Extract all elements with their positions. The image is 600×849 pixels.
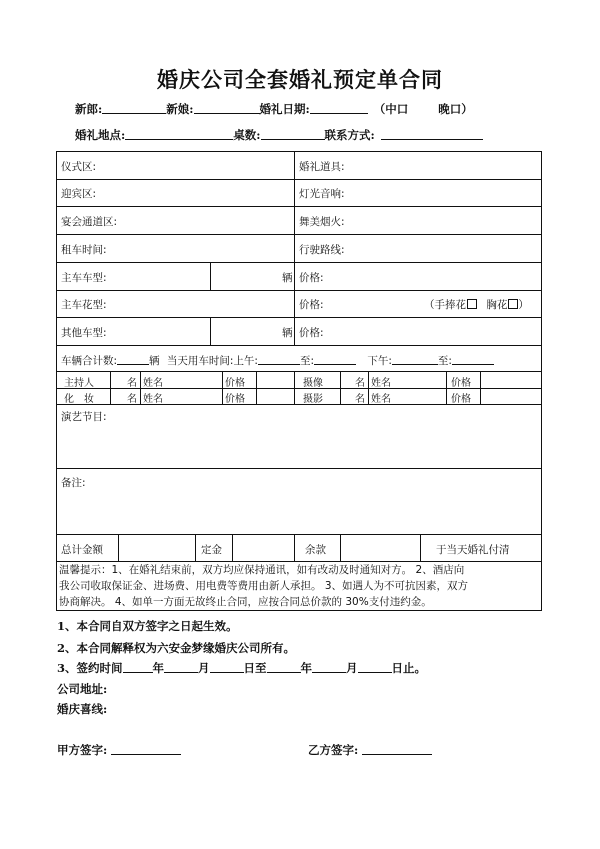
- wedding-props-label: 婚礼道具:: [299, 161, 345, 173]
- column-divider: [340, 371, 341, 404]
- day-to-label: 日至: [243, 661, 267, 675]
- column-divider: [340, 534, 341, 561]
- row-divider: [56, 234, 542, 235]
- company-address-label: 公司地址:: [57, 682, 108, 696]
- row-divider: [56, 206, 542, 207]
- driving-route-label: 行驶路线:: [299, 244, 345, 256]
- main-car-model-label: 主车车型:: [61, 272, 107, 284]
- month-label: 月: [346, 661, 358, 675]
- lighting-sound-label: 灯光音响:: [299, 188, 345, 200]
- reminder-line-3: 协商解决。 4、如单一方面无故终止合同，应按合同总价款的 30%支付违约金。: [59, 596, 432, 608]
- column-divider: [446, 371, 447, 404]
- other-car-model-label: 其他车型:: [61, 327, 107, 339]
- column-divider: [480, 371, 481, 404]
- pm-to-label: 至:: [437, 355, 452, 367]
- am-end-field[interactable]: [314, 352, 356, 365]
- reminder-line-1: 温馨提示：1、在婚礼结束前，双方均应保持通讯，如有改动及时通知对方。 2、酒店向: [59, 564, 465, 576]
- column-divider: [210, 262, 211, 290]
- start-month-field[interactable]: [164, 660, 198, 673]
- vehicle-total-field[interactable]: [117, 352, 149, 365]
- start-day-field[interactable]: [210, 660, 244, 673]
- tables-label: 桌数:: [233, 128, 261, 142]
- column-divider: [420, 534, 421, 561]
- party-a-label: 甲方签字:: [57, 743, 108, 757]
- name-label: 姓名: [371, 378, 391, 389]
- column-divider: [256, 371, 257, 404]
- photo-label: 摄影: [303, 394, 323, 405]
- party-b-signature-field[interactable]: [362, 742, 432, 755]
- column-divider: [110, 371, 111, 404]
- price-label: 价格:: [299, 272, 324, 284]
- column-divider: [195, 534, 196, 561]
- column-divider: [294, 534, 295, 561]
- end-day-field[interactable]: [358, 660, 392, 673]
- vehicle-total-row: [61, 352, 494, 368]
- makeup-label: 化 妆: [64, 394, 94, 405]
- bride-label: 新娘:: [166, 102, 194, 116]
- reminder-line-2: 我公司收取保证金、进场费、用电费等费用由新人承担。 3、如遇人为不可抗因素，双方: [59, 580, 469, 592]
- header-row-1: [75, 101, 473, 117]
- close-paren: ）: [518, 299, 529, 311]
- name-label: 姓名: [143, 378, 163, 389]
- wedding-hotline-label: 婚庆喜线:: [57, 702, 108, 716]
- column-divider: [118, 534, 119, 561]
- am-start-field[interactable]: [258, 352, 300, 365]
- day-time-label: 当天用车时间:: [166, 355, 234, 367]
- price-label: 价格: [225, 394, 245, 405]
- term-interpretation: 2、本合同解释权为六安金梦缘婚庆公司所有。: [57, 641, 295, 655]
- name-label: 姓名: [371, 394, 391, 405]
- row-divider: [56, 345, 542, 346]
- remarks-label: 备注:: [61, 477, 86, 489]
- year-label: 年: [152, 661, 165, 675]
- reception-area-label: 迎宾区:: [61, 188, 97, 200]
- row-divider: [56, 317, 542, 318]
- column-divider: [222, 371, 223, 404]
- column-divider: [140, 371, 141, 404]
- row-divider: [56, 290, 542, 291]
- bouquet-label: （手捧花: [424, 299, 466, 311]
- pm-end-field[interactable]: [452, 352, 494, 365]
- signing-prefix: 3、签约时间: [57, 661, 123, 675]
- price-label: 价格:: [299, 327, 324, 339]
- am-to-label: 至:: [299, 355, 315, 367]
- party-a-signature-field[interactable]: [111, 742, 181, 755]
- corsage-checkbox[interactable]: [508, 299, 518, 309]
- column-divider: [368, 371, 369, 404]
- end-month-field[interactable]: [312, 660, 346, 673]
- party-b-label: 乙方签字:: [308, 743, 359, 757]
- count-unit: 名: [355, 394, 365, 405]
- am-label: 上午:: [233, 355, 258, 367]
- host-label: 主持人: [64, 378, 94, 389]
- flower-options: [424, 297, 529, 312]
- groom-field[interactable]: [102, 101, 166, 114]
- wedding-date-label: 婚礼日期:: [259, 102, 310, 116]
- vehicle-unit: 辆: [282, 327, 293, 339]
- month-label: 月: [198, 661, 210, 675]
- name-label: 姓名: [143, 394, 163, 405]
- vehicle-total-unit: 辆: [149, 355, 160, 367]
- count-unit: 名: [355, 378, 365, 389]
- car-rental-time-label: 租车时间:: [61, 244, 107, 256]
- column-divider: [232, 534, 233, 561]
- day-end-label: 日止。: [391, 661, 427, 675]
- term-signing-time: [57, 660, 426, 676]
- balance-note: 于当天婚礼付清: [436, 544, 510, 556]
- party-a-signature: [57, 742, 181, 758]
- noon-option[interactable]: （中口: [373, 102, 409, 116]
- start-year-field[interactable]: [123, 660, 153, 673]
- price-label: 价格: [451, 394, 471, 405]
- column-divider: [294, 151, 295, 345]
- performance-label: 演艺节目:: [61, 411, 107, 423]
- year-label: 年: [300, 661, 313, 675]
- main-car-flowers-label: 主车花型:: [61, 299, 107, 311]
- bouquet-checkbox[interactable]: [467, 299, 477, 309]
- price-label: 价格:: [299, 299, 324, 311]
- venue-label: 婚礼地点:: [75, 128, 126, 142]
- term-effective: 1、本合同自双方签字之日起生效。: [57, 619, 238, 633]
- party-b-signature: [308, 742, 432, 758]
- row-divider: [56, 534, 542, 535]
- count-unit: 名: [127, 394, 137, 405]
- wedding-date-field[interactable]: [310, 101, 368, 114]
- banquet-aisle-label: 宴会通道区:: [61, 216, 118, 228]
- document-title: 婚庆公司全套婚礼预定单合同: [157, 67, 443, 92]
- price-label: 价格: [451, 378, 471, 389]
- vehicle-unit: 辆: [282, 272, 293, 284]
- row-divider: [56, 179, 542, 180]
- bride-field[interactable]: [194, 101, 260, 114]
- deposit-label: 定金: [201, 544, 222, 556]
- contact-label: 联系方式:: [324, 128, 375, 142]
- row-divider: [56, 371, 542, 372]
- groom-label: 新郎:: [75, 102, 103, 116]
- column-divider: [210, 317, 211, 345]
- camera-label: 摄像: [303, 378, 323, 389]
- header-row-2: [75, 127, 483, 143]
- tables-field[interactable]: [261, 127, 325, 140]
- venue-field[interactable]: [125, 127, 233, 140]
- count-unit: 名: [127, 378, 137, 389]
- stage-fireworks-label: 舞美烟火:: [299, 216, 345, 228]
- column-divider: [294, 371, 295, 404]
- contact-field[interactable]: [381, 127, 483, 140]
- ceremony-area-label: 仪式区:: [61, 161, 97, 173]
- row-divider: [56, 262, 542, 263]
- vehicle-total-label: 车辆合计数:: [61, 355, 118, 367]
- price-label: 价格: [225, 378, 245, 389]
- end-year-field[interactable]: [267, 660, 301, 673]
- row-divider: [56, 468, 542, 469]
- evening-option[interactable]: 晚口）: [438, 102, 473, 116]
- corsage-label: 胸花: [486, 299, 508, 311]
- total-amount-label: 总计金额: [61, 544, 103, 556]
- pm-start-field[interactable]: [392, 352, 438, 365]
- balance-label: 余款: [305, 544, 326, 556]
- pm-label: 下午:: [367, 355, 392, 367]
